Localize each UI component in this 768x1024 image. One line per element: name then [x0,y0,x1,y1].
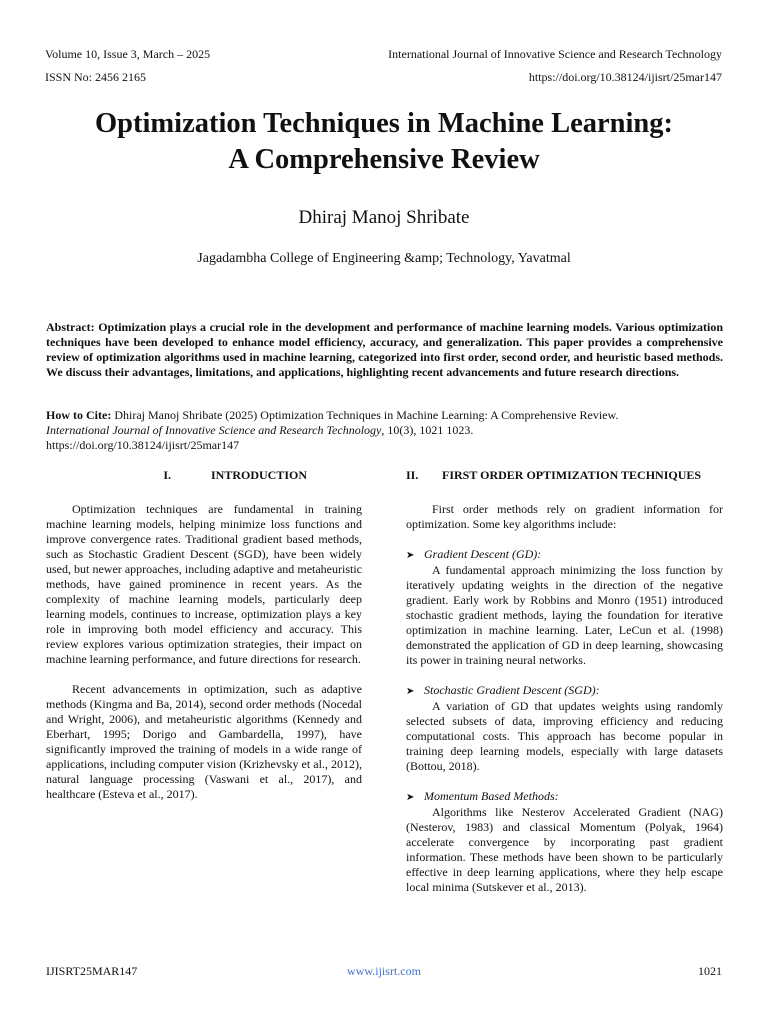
footer-page-number: 1021 [698,964,722,978]
footer-article-id: IJISRT25MAR147 [46,964,138,978]
footer-website-link[interactable]: www.ijisrt.com [347,964,421,978]
title-line-2: A Comprehensive Review [228,144,540,175]
author-name: Dhiraj Manoj Shribate [298,207,470,228]
list-item-heading: Stochastic Gradient Descent (SGD): [424,683,600,697]
citation-text: Dhiraj Manoj Shribate (2025) Optimization Techniques in Machine Learning: A Comprehensive Review. [114,408,619,422]
author-affiliation: Jagadambha College of Engineering &amp; Technology, Yavatmal [197,251,571,266]
list-item-text: A fundamental approach minimizing the loss function by iteratively updating weights in the direction of the negative gradient. Early work by Robbins and Monro (1951) introduced stochastic gradient methods, laying the foundation for iterative optimization in machine learning. Later, LeCun et al. (1998) demonstrated the application of GD in deep learning, showcasing its power in training neural networks. [406,563,723,667]
header-volume: Volume 10, Issue 3, March – 2025 [45,47,211,61]
abstract-label: Abstract: [46,320,95,334]
list-item-text: Algorithms like Nesterov Accelerated Gradient (NAG) (Nesterov, 1983) and classical Momentum (Polyak, 1964) accelerate convergence by incorporating past gradient information. These methods have been shown to be particularly effective in deep learning applications, where they help escape local minima (Sutskever et al., 2013). [406,805,723,894]
citation-doi-link[interactable]: https://doi.org/10.38124/ijisrt/25mar147 [46,438,240,452]
section-heading-introduction [46,468,362,483]
section-number: I. [163,468,171,482]
list-item [406,789,723,805]
header-journal: International Journal of Innovative Science and Research Technology [388,47,722,61]
abstract-text: Optimization plays a crucial role in the development and performance of machine learning models. Various optimization techniques have been developed to enhance model efficiency, accuracy, and generalization. This paper provides a comprehensive review of optimization algorithms used in machine learning, categorized into first order, second order, and heuristic based methods. We discuss their advantages, limitations, and applications, highlighting recent advancements and future research directions. [46,320,723,379]
title-line-1: Optimization Techniques in Machine Learning: [95,108,673,139]
section-title: FIRST ORDER OPTIMIZATION TECHNIQUES [442,468,702,482]
abstract [46,320,723,380]
citation-block [46,408,723,453]
arrow-bullet-icon: ➤ [406,550,415,561]
list-item-heading: Momentum Based Methods: [424,789,559,803]
right-column [406,468,723,895]
citation-journal: International Journal of Innovative Science and Research Technology [46,423,382,437]
list-item [406,683,723,699]
citation-volume: , 10(3), 1021 1023. [381,423,474,437]
citation-label: How to Cite: [46,408,112,422]
intro-paragraph: Recent advancements in optimization, such as adaptive methods (Kingma and Ba, 2014), second order methods (Nocedal and Wright, 2006), and metaheuristic algorithms (Kennedy and Eberhart, 1995; Dorigo and Gambardella, 1997), have significantly improved the training of models in a wide range of applications, including computer vision (Krizhevsky et al., 2012), natural language processing (Vaswani et al., 2017), and healthcare (Esteva et al., 2017). [46,682,362,801]
arrow-bullet-icon: ➤ [406,686,415,697]
section-heading-first-order [406,468,723,483]
section-title: INTRODUCTION [211,468,308,482]
arrow-bullet-icon: ➤ [406,792,415,803]
footer-center [0,964,768,979]
left-column [46,468,362,802]
intro-paragraph: Optimization techniques are fundamental in training machine learning models, helping minimize loss functions and improve convergence rates. Traditional gradient based methods, such as Stochastic Gradient Descent (SGD), have been widely used, but newer approaches, including adaptive and metaheuristic methods, have gained prominence in recent years. As the complexity of machine learning models, particularly deep learning models, continues to increase, optimization plays a key role in improving both model efficiency and accuracy. This review explores various optimization strategies, their impact on machine learning performance, and future directions for research. [46,502,362,666]
list-item-text: A variation of GD that updates weights using randomly selected subsets of data, improving efficiency and reducing computational costs. This approach has become popular in training deep learning models, especially with large datasets (Bottou, 2018). [406,699,723,773]
header-doi-link[interactable]: https://doi.org/10.38124/ijisrt/25mar147 [528,70,722,84]
list-item-heading: Gradient Descent (GD): [424,547,542,561]
paper-title [0,106,768,178]
section-intro-paragraph: First order methods rely on gradient information for optimization. Some key algorithms include: [406,502,723,531]
header-issn: ISSN No: 2456 2165 [45,70,147,84]
section-number: II. [406,468,419,482]
list-item [406,547,723,563]
